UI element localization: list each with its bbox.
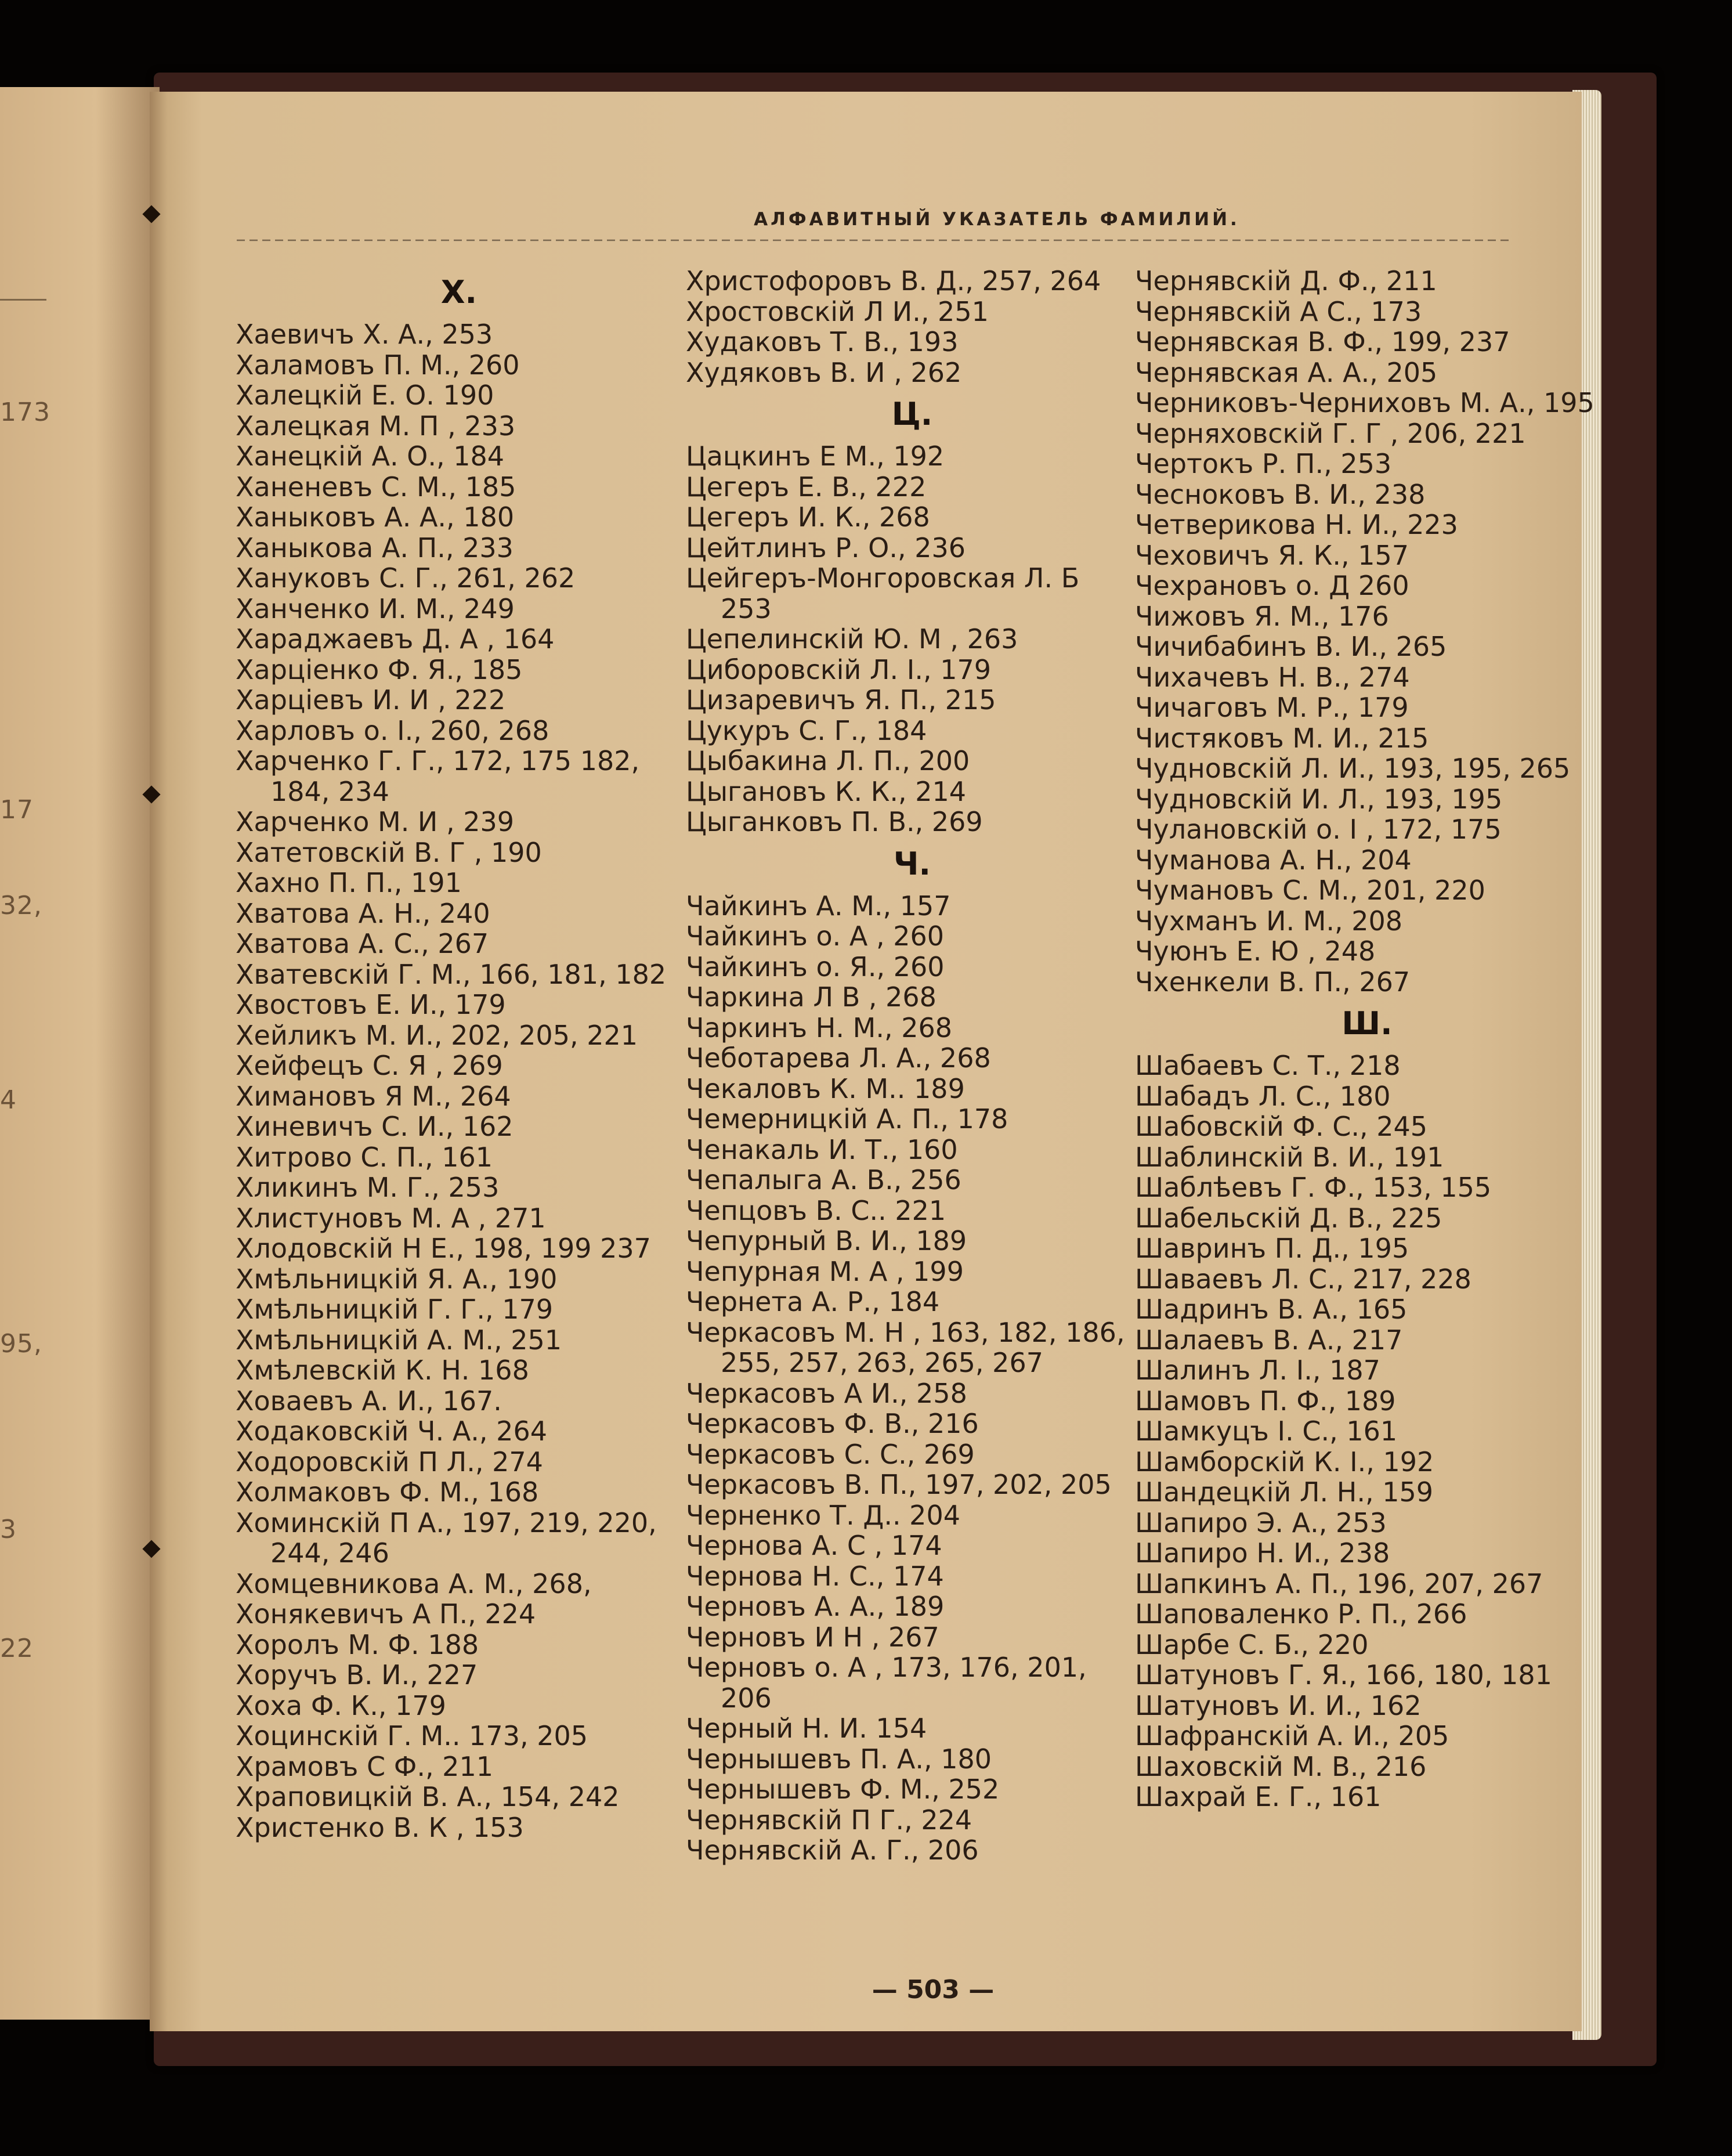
- index-entry: Шаваевъ Л. С., 217, 228: [1135, 1263, 1471, 1295]
- index-entry: Чернышевъ Ф. М., 252: [686, 1774, 1000, 1805]
- index-entry: Шахрай Е. Г., 161: [1135, 1781, 1382, 1812]
- index-entry: Чудновскій Л. И., 193, 195, 265: [1135, 753, 1571, 784]
- section-letter: Ш.: [1342, 1005, 1393, 1042]
- index-entry: Хараджаевъ Д. А , 164: [236, 623, 555, 655]
- index-entry: Чуманова А. Н., 204: [1135, 844, 1412, 876]
- index-entry: Чижовъ Я. М., 176: [1135, 600, 1389, 632]
- index-entry: Худяковъ В. И , 262: [686, 356, 962, 388]
- index-entry: Чернявскій П Г., 224: [686, 1804, 972, 1836]
- index-entry: Шамкуцъ І. С., 161: [1135, 1415, 1398, 1447]
- index-entry: Христенко В. К , 153: [236, 1811, 524, 1843]
- index-entry: Черновъ А. А., 189: [686, 1591, 945, 1622]
- index-entry: Шапиро Н. И., 238: [1135, 1537, 1390, 1569]
- index-entry: Черкасовъ С. С., 269: [686, 1438, 975, 1470]
- index-entry: Хмѣлевскій К. Н. 168: [236, 1355, 529, 1386]
- index-entry: Черняховскій Г. Г , 206, 221: [1135, 417, 1526, 449]
- index-entry: Цейгеръ-Монгоровская Л. Б 253: [686, 562, 1080, 624]
- index-entry: Шатуновъ И. И., 162: [1135, 1689, 1422, 1721]
- index-entry: Ханеневъ С. М., 185: [236, 471, 516, 503]
- index-entry: Чаркинъ Н. М., 268: [686, 1012, 952, 1043]
- index-entry: Халамовъ П. М., 260: [236, 349, 520, 381]
- index-entry: Шаховскій М. В., 216: [1135, 1750, 1427, 1782]
- section-letter: Ч.: [893, 845, 931, 882]
- page-number: — 503 —: [872, 1975, 995, 2005]
- index-entry: Харченко Г. Г., 172, 175 182, 184, 234: [236, 745, 640, 807]
- index-entry: Шаблѣевъ Г. Ф., 153, 155: [1135, 1172, 1492, 1203]
- index-entry: Чумановъ С. М., 201, 220: [1135, 875, 1485, 906]
- index-column-2: [686, 266, 1138, 1866]
- index-entry: Ханченко И. М., 249: [236, 593, 515, 624]
- index-entry: Чернова Н. С., 174: [686, 1560, 944, 1592]
- index-entry: Цегеръ И. К., 268: [686, 501, 930, 533]
- index-entry: Худаковъ Т. В., 193: [686, 326, 959, 357]
- index-entry: Хонякевичъ А П., 224: [236, 1598, 536, 1630]
- index-entry: Чайкинъ о. Я., 260: [686, 951, 945, 983]
- index-entry: Чемерницкій А. П., 178: [686, 1103, 1008, 1135]
- margin-number: 4: [0, 1085, 17, 1115]
- index-entry: Черновъ о. А , 173, 176, 201, 206: [686, 1652, 1087, 1714]
- index-entry: Шабельскій Д. В., 225: [1135, 1202, 1442, 1234]
- index-entry: Чернявская В. Ф., 199, 237: [1135, 326, 1510, 357]
- index-entry: Хмѣльницкій Я. А., 190: [236, 1263, 558, 1295]
- index-entry: Хоручъ В. И., 227: [236, 1659, 478, 1691]
- margin-number: 95,: [0, 1329, 42, 1359]
- index-entry: Хликинъ М. Г., 253: [236, 1172, 500, 1203]
- index-entry: Чекаловъ К. М.. 189: [686, 1072, 965, 1104]
- index-entry: Чулановскій о. I , 172, 175: [1135, 814, 1502, 845]
- index-entry: Чепурная М. А , 199: [686, 1255, 964, 1287]
- index-entry: Хоха Ф. К., 179: [236, 1689, 446, 1721]
- header-rule: [237, 237, 1513, 244]
- index-entry: Шабаевъ С. Т., 218: [1135, 1050, 1401, 1081]
- index-entry: Хлистуновъ М. А , 271: [236, 1202, 546, 1234]
- index-entry: Черкасовъ А И., 258: [686, 1377, 967, 1409]
- entry-list: [686, 266, 1138, 388]
- index-entry: Хейликъ М. И., 202, 205, 221: [236, 1019, 638, 1051]
- index-entry: Черкасовъ Ф. В., 216: [686, 1408, 979, 1439]
- index-entry: Хватова А. Н., 240: [236, 897, 490, 929]
- entry-list: [1135, 266, 1599, 997]
- index-entry: Хахно П. П., 191: [236, 867, 462, 898]
- section-letter: Ц.: [891, 396, 933, 432]
- index-entry: Черновъ И Н , 267: [686, 1621, 939, 1653]
- index-entry: Хростовскій Л И., 251: [686, 295, 989, 327]
- index-entry: Черкасовъ М. Н , 163, 182, 186, 255, 257, 263, 265, 267: [686, 1316, 1125, 1378]
- index-entry: Чихачевъ Н. В., 274: [1135, 661, 1410, 693]
- index-entry: Хоролъ М. Ф. 188: [236, 1628, 479, 1660]
- index-entry: Хануковъ С. Г., 261, 262: [236, 562, 576, 594]
- index-entry: Ханыковъ А. А., 180: [236, 501, 515, 533]
- index-entry: Цыгановъ К. К., 214: [686, 775, 967, 807]
- index-entry: Шабовскій Ф. С., 245: [1135, 1111, 1428, 1142]
- index-entry: Шамовъ П. Ф., 189: [1135, 1385, 1396, 1417]
- index-entry: Чистяковъ М. И., 215: [1135, 722, 1429, 754]
- index-entry: Харціевъ И. И , 222: [236, 684, 506, 716]
- index-entry: Шалаевъ В. А., 217: [1135, 1324, 1403, 1356]
- index-entry: Харловъ о. І., 260, 268: [236, 714, 549, 746]
- index-entry: Холмаковъ Ф. М., 168: [236, 1476, 539, 1508]
- index-entry: Ченакаль И. Т., 160: [686, 1133, 958, 1165]
- index-entry: Шамборскій К. І., 192: [1135, 1446, 1434, 1478]
- margin-number: 22: [0, 1634, 34, 1663]
- index-entry: Чеховичъ Я. К., 157: [1135, 539, 1409, 571]
- index-entry: Хоцинскій Г. М.. 173, 205: [236, 1720, 588, 1751]
- index-entry: Халецкій Е. О. 190: [236, 380, 494, 411]
- index-entry: Хитрово С. П., 161: [236, 1141, 493, 1173]
- index-entry: Ханыкова А. П., 233: [236, 532, 514, 564]
- index-entry: Чхенкели В. П., 267: [1135, 966, 1411, 998]
- index-entry: Черкасовъ В. П., 197, 202, 205: [686, 1469, 1112, 1500]
- index-entry: Чернявскій А С., 173: [1135, 295, 1422, 327]
- index-entry: Цыбакина Л. П., 200: [686, 745, 970, 777]
- index-entry: Храповицкій В. А., 154, 242: [236, 1781, 620, 1812]
- index-entry: Чертокъ Р. П., 253: [1135, 448, 1392, 479]
- index-entry: Чернявская А. А., 205: [1135, 356, 1438, 388]
- index-entry: Чайкинъ о. А , 260: [686, 920, 945, 952]
- index-entry: Чепурный В. И., 189: [686, 1225, 967, 1256]
- index-column-3: [1135, 266, 1599, 1812]
- index-entry: Ханецкій А. О., 184: [236, 440, 505, 472]
- index-entry: Хомцевникова А. М., 268,: [236, 1568, 592, 1599]
- index-entry: Хмѣльницкій А. М., 251: [236, 1324, 562, 1356]
- index-entry: Шандецкій Л. Н., 159: [1135, 1476, 1434, 1508]
- index-entry: Четверикова Н. И., 223: [1135, 509, 1458, 540]
- index-entry: Харченко М. И , 239: [236, 806, 515, 837]
- margin-number: 173: [0, 398, 50, 427]
- index-entry: Хаевичъ Х. А., 253: [236, 319, 493, 350]
- index-entry: Хвостовъ Е. И., 179: [236, 989, 506, 1020]
- previous-page-edge: [0, 87, 160, 2020]
- entry-list: [236, 319, 682, 1843]
- index-entry: Хиневичъ С. И., 162: [236, 1111, 514, 1142]
- index-entry: Циборовскій Л. І., 179: [686, 653, 992, 685]
- index-entry: Шабадъ Л. С., 180: [1135, 1080, 1391, 1112]
- running-head: АЛФАВИТНЫЙ УКАЗАТЕЛЬ ФАМИЛИЙ.: [754, 209, 1240, 230]
- index-entry: Шатуновъ Г. Я., 166, 180, 181: [1135, 1659, 1552, 1691]
- index-entry: Чернявскій А. Г., 206: [686, 1834, 979, 1866]
- index-entry: Чернова А. С , 174: [686, 1530, 942, 1561]
- index-entry: Чеботарева Л. А., 268: [686, 1042, 991, 1074]
- index-entry: Шапиро Э. А., 253: [1135, 1507, 1387, 1539]
- index-entry: Цизаревичъ Я. П., 215: [686, 684, 996, 716]
- index-entry: Шалинъ Л. І., 187: [1135, 1355, 1380, 1386]
- index-entry: Хмѣльницкій Г. Г., 179: [236, 1294, 554, 1325]
- index-entry: Чесноковъ В. И., 238: [1135, 478, 1426, 510]
- index-entry: Шадринъ В. А., 165: [1135, 1294, 1408, 1325]
- index-entry: Цацкинъ Е М., 192: [686, 440, 945, 472]
- index-column-1: [236, 266, 682, 1843]
- entry-list: [686, 441, 1138, 837]
- margin-number: 17: [0, 795, 34, 825]
- index-entry: Цыганковъ П. В., 269: [686, 806, 983, 837]
- index-entry: Шавринъ П. Д., 195: [1135, 1233, 1409, 1264]
- index-entry: Чуюнъ Е. Ю , 248: [1135, 936, 1376, 967]
- entry-list: [686, 891, 1138, 1866]
- index-entry: Химановъ Я М., 264: [236, 1080, 511, 1112]
- index-entry: Харціенко Ф. Я., 185: [236, 653, 523, 685]
- index-entry: Чернета А. Р., 184: [686, 1286, 940, 1317]
- index-entry: Чернышевъ П. А., 180: [686, 1743, 992, 1775]
- index-entry: Чехрановъ о. Д 260: [1135, 570, 1409, 601]
- index-entry: Чернявскій Д. Ф., 211: [1135, 265, 1437, 297]
- index-page: [150, 92, 1594, 2031]
- index-entry: Хватова А. С., 267: [236, 928, 489, 959]
- index-entry: Чудновскій И. Л., 193, 195: [1135, 783, 1503, 815]
- index-entry: Черный Н. И. 154: [686, 1713, 927, 1744]
- index-entry: Чичибабинъ В. И., 265: [1135, 631, 1447, 662]
- index-entry: Хоминскій П А., 197, 219, 220, 244, 246: [236, 1507, 657, 1569]
- index-entry: Цепелинскій Ю. М , 263: [686, 623, 1018, 655]
- index-entry: Шаповаленко Р. П., 266: [1135, 1598, 1467, 1630]
- index-entry: Чичаговъ М. Р., 179: [1135, 692, 1409, 723]
- index-entry: Чаркина Л В , 268: [686, 981, 936, 1013]
- index-entry: Чайкинъ А. М., 157: [686, 890, 951, 922]
- index-entry: Ховаевъ А. И., 167.: [236, 1385, 502, 1417]
- index-entry: Христофоровъ В. Д., 257, 264: [686, 265, 1101, 297]
- index-entry: Цегеръ Е. В., 222: [686, 471, 927, 503]
- index-entry: Цукуръ С. Г., 184: [686, 714, 927, 746]
- index-entry: Шаблинскій В. И., 191: [1135, 1141, 1444, 1173]
- margin-number: 3: [0, 1515, 17, 1544]
- index-entry: Ходоровскій П Л., 274: [236, 1446, 543, 1478]
- index-entry: Цейтлинъ Р. О., 236: [686, 532, 966, 564]
- margin-number: 32,: [0, 891, 42, 920]
- index-entry: Черненко Т. Д.. 204: [686, 1499, 960, 1531]
- index-entry: Чепалыга А. В., 256: [686, 1164, 961, 1196]
- index-entry: Шарбе С. Б., 220: [1135, 1628, 1369, 1660]
- index-entry: Халецкая М. П , 233: [236, 410, 516, 442]
- index-entry: Хватевскій Г. М., 166, 181, 182: [236, 958, 667, 990]
- index-entry: Шапкинъ А. П., 196, 207, 267: [1135, 1568, 1543, 1599]
- index-entry: Шафранскій А. И., 205: [1135, 1720, 1449, 1751]
- index-entry: Черниковъ-Черниховъ М. А., 195: [1135, 387, 1594, 418]
- index-entry: Чепцовъ В. С.. 221: [686, 1194, 946, 1226]
- index-entry: Ходаковскій Ч. А., 264: [236, 1415, 547, 1447]
- index-entry: Чухманъ И. М., 208: [1135, 905, 1403, 937]
- index-entry: Хатетовскій В. Г , 190: [236, 836, 542, 868]
- index-entry: Хлодовскій Н Е., 198, 199 237: [236, 1233, 651, 1264]
- index-entry: Храмовъ С Ф., 211: [236, 1750, 493, 1782]
- section-letter: Х.: [440, 274, 478, 310]
- previous-page-rule: [0, 299, 46, 301]
- index-entry: Хейфецъ С. Я , 269: [236, 1050, 503, 1081]
- entry-list: [1135, 1050, 1599, 1812]
